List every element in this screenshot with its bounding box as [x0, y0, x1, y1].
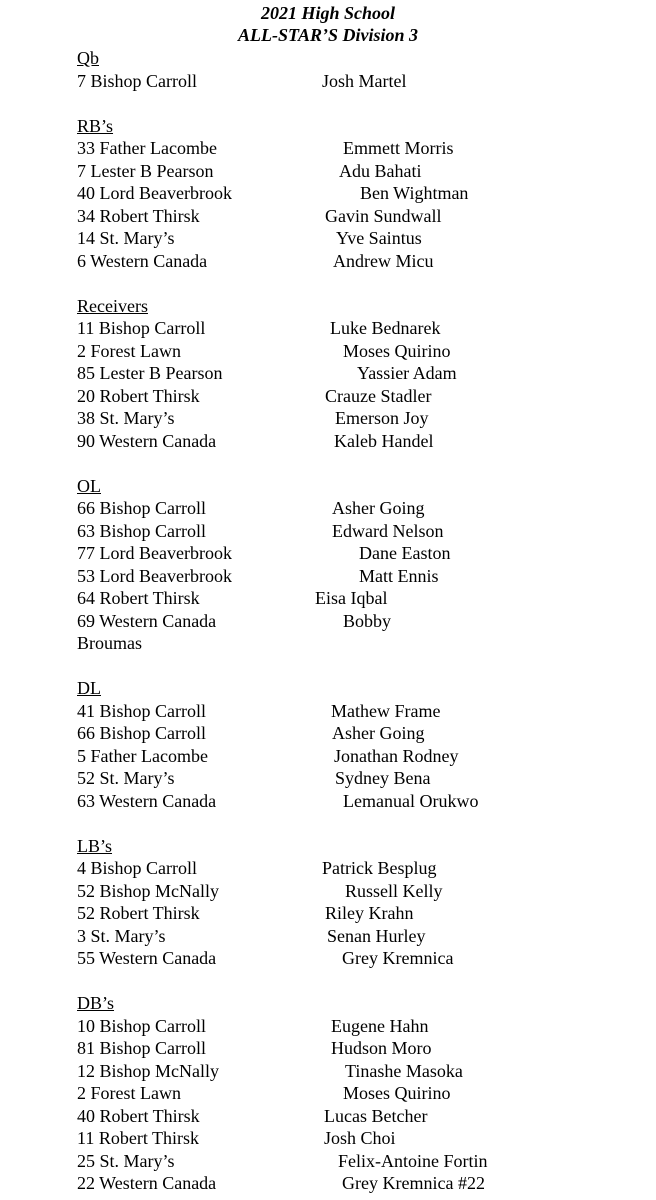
player-team: 3 St. Mary’s: [77, 925, 166, 946]
player-team: 2 Forest Lawn: [77, 340, 181, 361]
player-team: 33 Father Lacombe: [77, 138, 217, 158]
section-heading: DB’s: [77, 993, 115, 1013]
player-name: Lemanual Orukwo: [343, 790, 479, 811]
player-name: Grey Kremnica #22: [342, 1173, 485, 1193]
player-team: 40 Lord Beaverbrook: [77, 183, 232, 203]
document-subtitle: ALL-STAR’S Division 3: [237, 25, 419, 45]
player-team: 53 Lord Beaverbrook: [77, 565, 232, 586]
player-team: 34 Robert Thirsk: [77, 205, 200, 226]
player-team: 41 Bishop Carroll: [77, 700, 206, 721]
player-team: 52 St. Mary’s: [77, 768, 175, 788]
player-name: Edward Nelson: [332, 520, 444, 541]
player-name: Moses Quirino: [343, 340, 451, 361]
player-name: Yve Saintus: [336, 228, 422, 248]
player-name: Russell Kelly: [345, 880, 443, 901]
player-team: 7 Lester B Pearson: [77, 160, 214, 181]
player-team: 77 Lord Beaverbrook: [77, 543, 232, 563]
player-name: Emmett Morris: [343, 138, 454, 158]
player-name: Adu Bahati: [339, 160, 422, 181]
player-name: Lucas Betcher: [324, 1105, 428, 1126]
player-team: 85 Lester B Pearson: [77, 363, 223, 383]
player-team: 66 Bishop Carroll: [77, 498, 206, 518]
player-team: 12 Bishop McNally: [77, 1060, 219, 1081]
player-team: 66 Bishop Carroll: [77, 723, 206, 743]
player-name: Crauze Stadler: [325, 385, 432, 406]
player-name: Dane Easton: [359, 543, 451, 563]
player-name: Jonathan Rodney: [334, 745, 459, 766]
player-team: 10 Bishop Carroll: [77, 1015, 206, 1036]
section-heading: LB’s: [77, 835, 113, 856]
player-name: Josh Choi: [324, 1128, 396, 1148]
player-team: 7 Bishop Carroll: [77, 70, 197, 91]
player-team: 25 St. Mary’s: [77, 1150, 175, 1171]
player-name: Gavin Sundwall: [325, 205, 442, 226]
player-name: Eisa Iqbal: [315, 588, 388, 608]
section-heading: OL: [77, 475, 101, 496]
player-name: Mathew Frame: [331, 700, 441, 721]
player-name: Asher Going: [332, 498, 425, 518]
player-name: Sydney Bena: [335, 768, 431, 788]
player-name: Luke Bednarek: [330, 318, 441, 338]
player-name: Tinashe Masoka: [345, 1060, 463, 1081]
player-name: Eugene Hahn: [331, 1015, 429, 1036]
document-title: 2021 High School: [260, 3, 396, 23]
player-team: 14 St. Mary’s: [77, 228, 175, 248]
player-team: 63 Bishop Carroll: [77, 520, 206, 541]
player-team: Broumas: [77, 633, 142, 653]
player-team: 52 Robert Thirsk: [77, 903, 200, 923]
player-name: Riley Krahn: [325, 903, 414, 923]
player-team: 52 Bishop McNally: [77, 880, 219, 901]
section-heading: DL: [77, 678, 101, 698]
player-name: Emerson Joy: [335, 408, 429, 428]
player-team: 55 Western Canada: [77, 948, 217, 968]
player-name: Matt Ennis: [359, 565, 439, 586]
player-name: Hudson Moro: [331, 1038, 432, 1058]
player-name: Kaleb Handel: [334, 430, 434, 451]
player-team: 11 Robert Thirsk: [77, 1128, 199, 1148]
player-name: Yassier Adam: [357, 363, 457, 383]
player-team: 5 Father Lacombe: [77, 745, 208, 766]
player-name: Senan Hurley: [327, 925, 426, 946]
player-team: 20 Robert Thirsk: [77, 385, 200, 406]
player-team: 22 Western Canada: [77, 1173, 217, 1193]
player-name: Patrick Besplug: [322, 858, 437, 878]
player-team: 90 Western Canada: [77, 430, 217, 451]
player-team: 64 Robert Thirsk: [77, 588, 200, 608]
player-team: 63 Western Canada: [77, 790, 217, 811]
player-name: Moses Quirino: [343, 1083, 451, 1103]
player-team: 38 St. Mary’s: [77, 408, 175, 428]
player-team: 2 Forest Lawn: [77, 1083, 181, 1103]
player-name: Asher Going: [332, 723, 425, 743]
player-name: Josh Martel: [322, 70, 407, 91]
section-heading: RB’s: [77, 115, 114, 136]
player-team: 40 Robert Thirsk: [77, 1105, 200, 1126]
player-name: Andrew Micu: [333, 250, 434, 271]
player-name: Felix-Antoine Fortin: [338, 1150, 488, 1171]
player-name: Ben Wightman: [360, 183, 469, 203]
section-heading: Receivers: [77, 295, 148, 316]
player-team: 4 Bishop Carroll: [77, 858, 197, 878]
section-heading: Qb: [77, 48, 99, 68]
player-team: 6 Western Canada: [77, 250, 208, 271]
player-team: 11 Bishop Carroll: [77, 318, 206, 338]
player-name: Grey Kremnica: [342, 948, 454, 968]
player-name: Bobby: [343, 610, 392, 631]
player-team: 81 Bishop Carroll: [77, 1038, 206, 1058]
player-team: 69 Western Canada: [77, 610, 217, 631]
